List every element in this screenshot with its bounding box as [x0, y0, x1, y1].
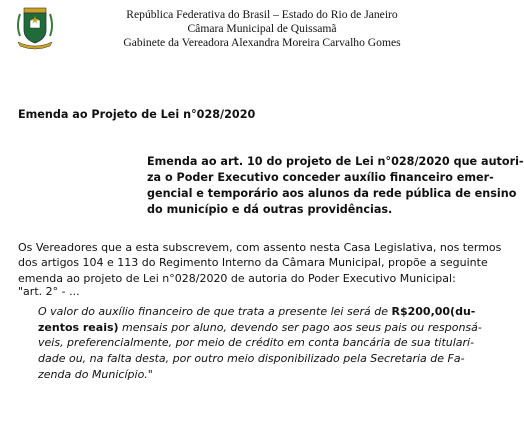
document-title: Emenda ao Projeto de Lei n°028/2020 — [18, 108, 256, 121]
preamble-paragraph — [18, 240, 502, 286]
letterhead — [60, 8, 464, 51]
amount-text: R$200,00(du- — [391, 305, 476, 318]
letterhead-line: Gabinete da Vereadora Alexandra Moreira Carvalho Gomes — [123, 36, 401, 50]
letterhead-line: Câmara Municipal de Quissamã — [187, 22, 337, 36]
ementa-line: za o Poder Executivo conceder auxílio financeiro emer- — [147, 171, 494, 184]
quote-text: O valor do auxílio financeiro de que trata a presente lei será de — [38, 305, 392, 318]
quote-line — [38, 304, 476, 320]
ementa-block — [147, 154, 524, 218]
quote-text: mensais por aluno, devendo ser pago aos seus pais ou responsá- — [118, 320, 482, 334]
coat-of-arms-icon — [12, 6, 58, 50]
preamble-line: Os Vereadores que a esta subscrevem, com assento nesta Casa Legislativa, nos termos — [18, 241, 502, 254]
preamble-line: emenda ao projeto de Lei n°028/2020 de autoria do Poder Executivo Municipal: — [18, 271, 456, 285]
quote-line: zenda do Município." — [38, 367, 153, 381]
quote-line: dade ou, na falta desta, por outro meio disponibilizado pela Secretaria de Fa- — [38, 352, 465, 366]
amount-text: zentos reais) — [38, 320, 119, 334]
preamble-line: dos artigos 104 e 113 do Regimento Interno da Câmara Municipal, propõe a seguinte — [18, 256, 488, 270]
letterhead-line: República Federativa do Brasil – Estado do Rio de Janeiro — [126, 8, 398, 21]
article-label: "art. 2° - ... — [18, 285, 80, 298]
amendment-quote — [38, 304, 482, 383]
ementa-line: do município e dá outras providências. — [147, 203, 393, 216]
ementa-line: gencial e temporário aos alunos da rede pública de ensino — [147, 187, 517, 200]
quote-line — [38, 320, 482, 336]
ementa-line: Emenda ao art. 10 do projeto de Lei n°028/2020 que autori- — [147, 155, 524, 168]
quote-line: veis, preferencialmente, por meio de crédito em conta bancária de sua titulari- — [38, 336, 475, 350]
